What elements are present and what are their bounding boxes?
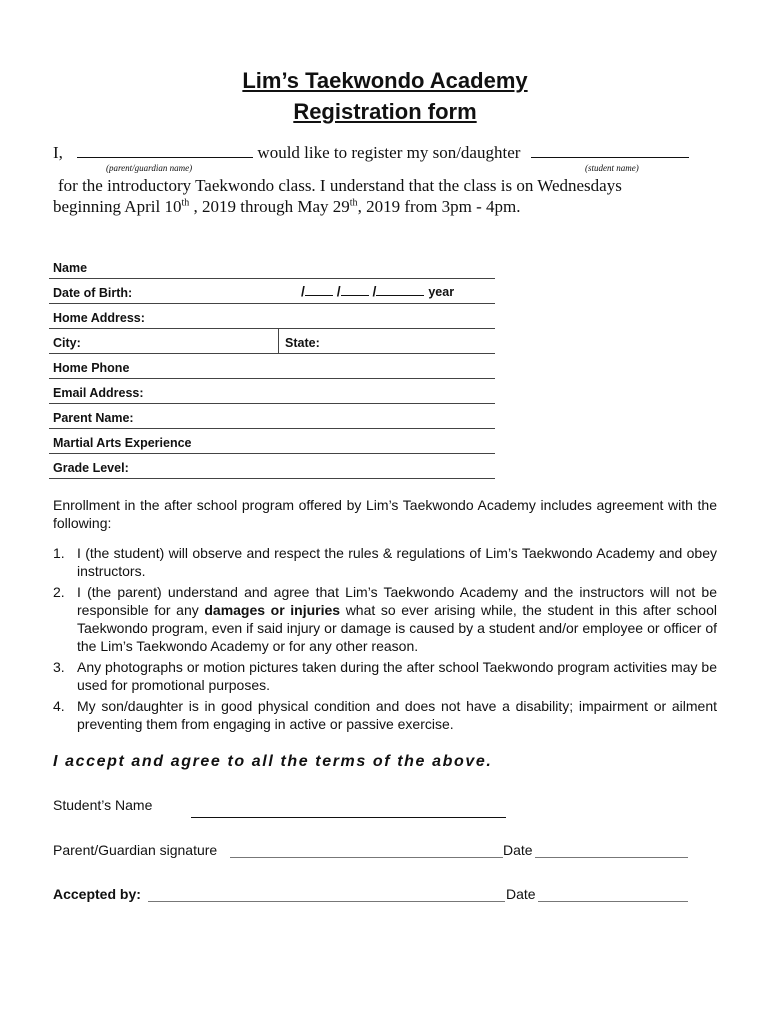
label-martial-arts: Martial Arts Experience	[53, 436, 192, 450]
row-home-phone[interactable]	[49, 354, 495, 379]
label-home-phone: Home Phone	[53, 361, 130, 375]
label-email: Email Address:	[53, 386, 144, 400]
student-name-label: Student’s Name	[53, 797, 153, 813]
term-item: 3. Any photographs or motion pictures taken during the after school Taekwondo program activities may be used for promotional purposes.	[53, 659, 717, 693]
term-item: 1. I (the student) will observe and respect the rules & regulations of Lim’s Taekwondo Academy and obey instructors.	[53, 545, 717, 579]
terms-list	[53, 544, 717, 736]
parent-signature-label: Parent/Guardian signature	[53, 842, 218, 858]
label-state: State:	[285, 336, 320, 350]
term-item: 2. I (the parent) understand and agree that Lim’s Taekwondo Academy and the instructors will not be responsible for any damages or injuries what so ever arising while, the student in this after school Taekwondo program, even if said injury or damage is caused by a student and/or employee or officer of the Lim’s Taekwondo Academy or for any other reason.	[53, 584, 717, 654]
student-name-blank[interactable]	[531, 143, 689, 158]
label-home-address: Home Address:	[53, 311, 145, 325]
form-title: Lim’s Taekwondo Academy	[242, 68, 528, 93]
dob-field[interactable]: / / / year	[301, 283, 455, 299]
parent-name-blank[interactable]	[77, 143, 253, 158]
row-parent-name[interactable]	[49, 404, 495, 429]
accepted-date-line[interactable]	[538, 887, 688, 902]
label-parent-name: Parent Name:	[53, 411, 134, 425]
cell-divider	[278, 329, 279, 353]
form-subtitle: Registration form	[293, 99, 477, 124]
accepted-by-label: Accepted by:	[53, 886, 141, 902]
label-grade-level: Grade Level:	[53, 461, 129, 475]
intro-line-1	[53, 143, 689, 163]
label-dob: Date of Birth:	[53, 286, 133, 300]
dob-year-label: year	[428, 285, 455, 299]
student-caption: (student name)	[585, 163, 639, 173]
agreement-intro: Enrollment in the after school program offered by Lim’s Taekwondo Academy includes agreement with the following:	[53, 497, 717, 531]
parent-signature-line[interactable]	[230, 843, 503, 858]
row-grade-level[interactable]	[49, 454, 495, 479]
would-like-text: would like to register my son/daughter	[257, 143, 521, 162]
date-label: Date	[503, 842, 533, 858]
row-martial-arts[interactable]	[49, 429, 495, 454]
parent-caption: (parent/guardian name)	[106, 163, 193, 173]
i-prefix: I,	[53, 143, 63, 162]
accept-statement: I accept and agree to all the terms of the above.	[53, 753, 493, 770]
row-email[interactable]	[49, 379, 495, 404]
term-item: 4. My son/daughter is in good physical condition and does not have a disability; impairment or ailment preventing them from engaging in active or passive exercise.	[53, 698, 717, 732]
student-name-line[interactable]	[191, 801, 506, 818]
parent-date-line[interactable]	[535, 843, 688, 858]
intro-line-2: for the introductory Taekwondo class. I understand that the class is on Wednesdays	[58, 176, 622, 195]
row-home-address[interactable]	[49, 304, 495, 329]
row-city-state[interactable]	[49, 329, 495, 354]
intro-line-3: beginning April 10th , 2019 through May 29th, 2019 from 3pm - 4pm.	[53, 197, 521, 216]
accepted-date-label: Date	[506, 886, 536, 902]
label-city: City:	[53, 336, 81, 350]
row-name[interactable]	[49, 254, 495, 279]
accepted-by-line[interactable]	[148, 887, 505, 902]
label-name: Name	[53, 261, 88, 275]
registration-table	[49, 254, 495, 479]
row-dob[interactable]	[49, 279, 495, 304]
